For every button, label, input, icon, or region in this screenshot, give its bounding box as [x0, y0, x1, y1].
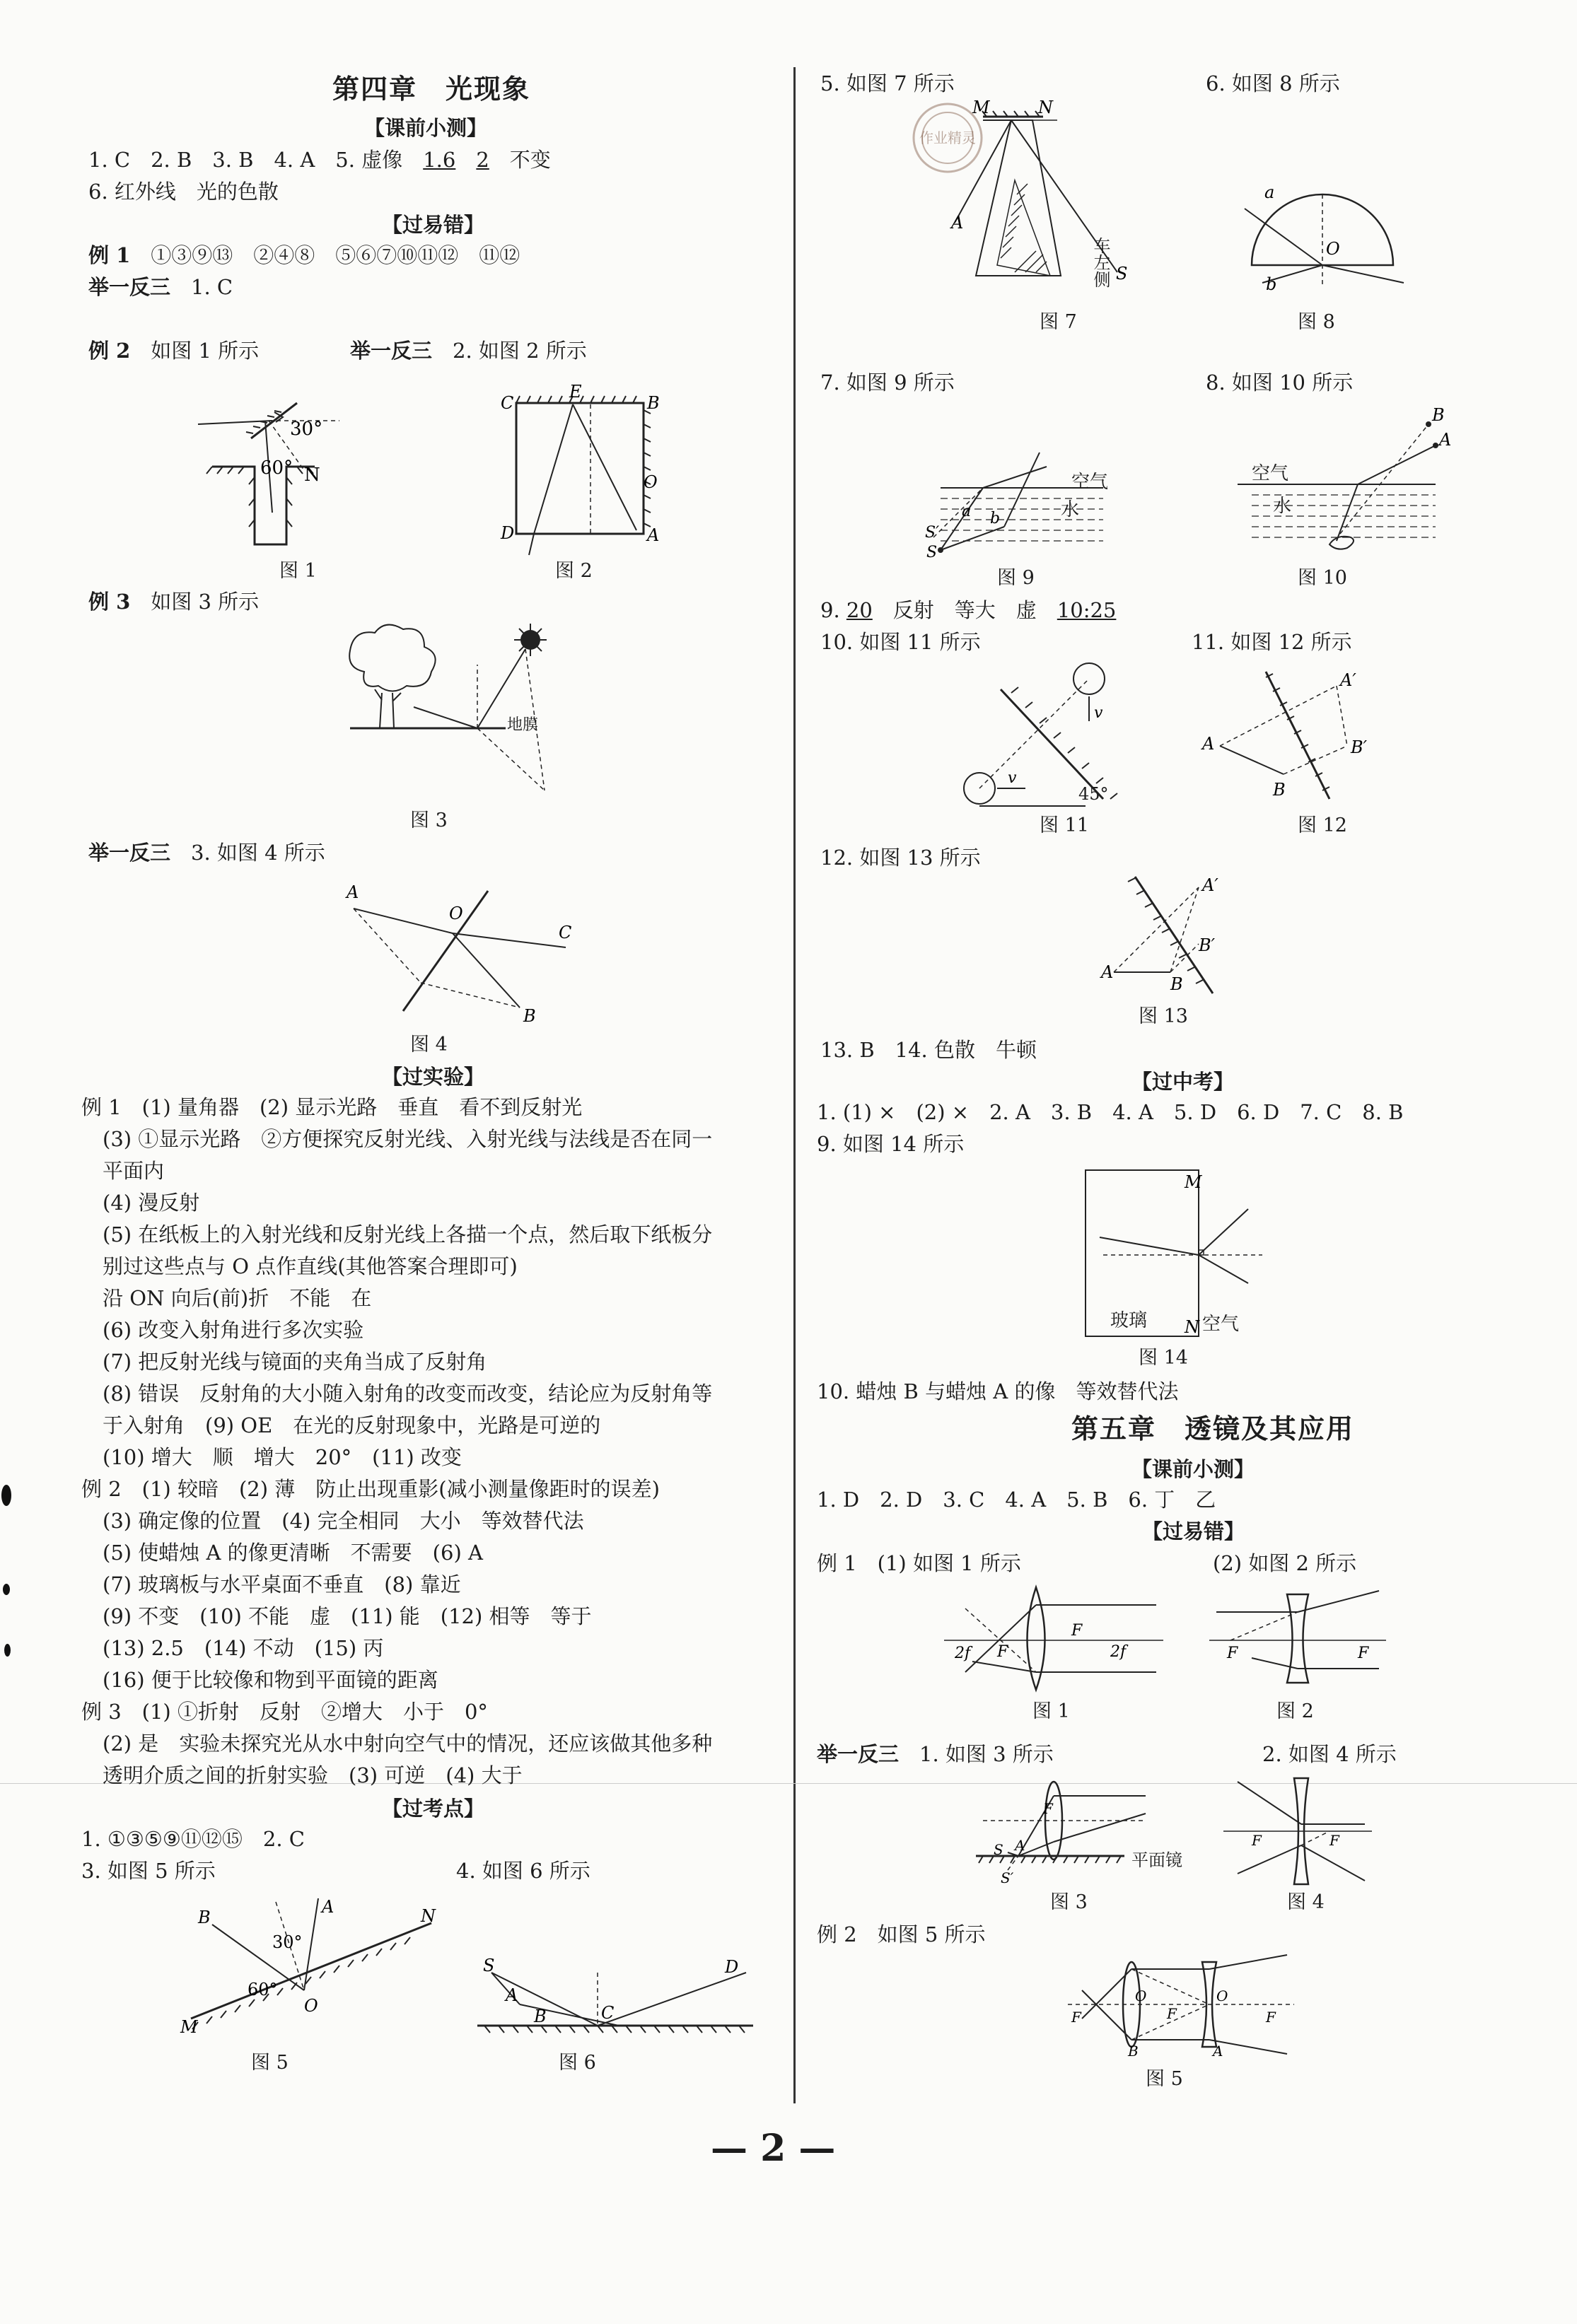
answer-line: 5. 如图 7 所示	[820, 71, 955, 95]
figure-label: 平面镜	[1131, 1850, 1182, 1870]
svg-text:O: O	[644, 472, 658, 492]
column-divider	[793, 67, 796, 2103]
figure-caption: 图 7	[1040, 311, 1077, 333]
svg-text:C: C	[501, 393, 514, 413]
svg-text:O: O	[304, 1996, 318, 2016]
figure-caption: 图 14	[1139, 1347, 1188, 1369]
answer-line: 例 1 (1) 量角器 (2) 显示光路 垂直 看不到反射光	[81, 1095, 583, 1119]
answer-line: (3) 确定像的位置 (4) 完全相同 大小 等效替代法	[103, 1509, 584, 1533]
answer-line: (16) 便于比较像和物到平面镜的距离	[103, 1668, 438, 1692]
svg-text:M: M	[972, 98, 990, 117]
answer-line: (2) 是 实验未探究光从水中射向空气中的情况，还应该做其他多种	[103, 1732, 713, 1756]
answer-line: (7) 把反射光线与镜面的夹角当成了反射角	[103, 1350, 487, 1374]
figure-label: 水	[1061, 499, 1080, 520]
svg-text:v: v	[1094, 704, 1103, 722]
answer-line: 举一反三 3. 如图 4 所示	[88, 841, 325, 865]
figure-caption: 图 5	[1146, 2068, 1183, 2090]
svg-text:F: F	[1043, 1800, 1053, 1817]
figure-caption: 图 1	[1032, 1700, 1070, 1722]
figure-5-1-convex-lens	[944, 1580, 1170, 1693]
svg-text:M: M	[180, 2017, 198, 2037]
svg-text:F: F	[1358, 1645, 1369, 1662]
svg-text:B: B	[1432, 405, 1445, 425]
answer-line: 沿 ON 向后(前)折 不能 在	[103, 1286, 372, 1310]
figure-caption: 图 3	[1050, 1891, 1088, 1913]
answer-line: 举一反三 1. C	[88, 275, 233, 299]
answer-line: (8) 错误 反射角的大小随入射角的改变而改变，结论应为反射角等	[103, 1382, 713, 1406]
answer-line: 6. 如图 8 所示	[1206, 71, 1340, 95]
figure-caption: 图 12	[1298, 814, 1347, 836]
section-heading: 【过实验】	[382, 1065, 485, 1089]
svg-text:E: E	[569, 382, 582, 402]
svg-text:B′: B′	[1351, 737, 1368, 757]
figure-5-reflection	[163, 1895, 446, 2036]
svg-text:B: B	[523, 1006, 536, 1026]
answer-line: 9. 如图 14 所示	[817, 1132, 965, 1156]
figure-4-reflection	[347, 880, 587, 1029]
figure-caption: 图 6	[559, 2052, 596, 2074]
svg-text:O: O	[1216, 1987, 1228, 2004]
answer-line: 1. D 2. D 3. C 4. A 5. B 6. 丁 乙	[817, 1488, 1216, 1512]
section-heading: 【过考点】	[382, 1797, 485, 1821]
figure-caption: 图 5	[251, 2052, 289, 2074]
svg-text:N: N	[304, 465, 320, 486]
figure-label: 玻璃	[1110, 1310, 1148, 1331]
answer-line: (5) 在纸板上的入射光线和反射光线上各描一个点，然后取下纸板分	[103, 1222, 713, 1246]
figure-label: 空气	[1202, 1314, 1240, 1335]
scan-blot	[1, 1485, 11, 1506]
answer-line: 1. C 2. B 3. B 4. A 5. 虚像 1.6 2 不变	[88, 148, 551, 172]
figure-caption: 图 9	[997, 567, 1035, 589]
svg-text:S: S	[994, 1841, 1003, 1858]
svg-text:b: b	[1266, 274, 1277, 294]
chapter-title: 第四章 光现象	[332, 74, 531, 105]
figure-label: 45°	[1078, 784, 1109, 804]
svg-text:F: F	[1167, 2005, 1177, 2022]
svg-text:B′: B′	[1199, 935, 1216, 955]
section-heading: 【过易错】	[382, 213, 485, 237]
answer-line: 举一反三 2. 如图 2 所示	[350, 339, 587, 363]
svg-text:30°: 30°	[272, 1932, 303, 1952]
figure-5-2-concave-lens	[1209, 1587, 1393, 1686]
svg-text:M: M	[1185, 1172, 1202, 1192]
answer-line: 例 1 ①③⑨⑬ ②④⑧ ⑤⑥⑦⑩⑪⑫ ⑪⑫	[88, 243, 520, 267]
svg-text:B: B	[1170, 974, 1183, 994]
figure-label: 车左侧	[1090, 237, 1110, 288]
svg-text:A: A	[347, 882, 359, 902]
answer-line: 例 3 (1) ①折射 反射 ②增大 小于 0°	[81, 1700, 488, 1724]
svg-text:B: B	[647, 393, 660, 413]
figure-1-reflection	[198, 399, 467, 555]
svg-text:S: S	[926, 544, 938, 561]
svg-text:D: D	[725, 1957, 739, 1977]
answer-line: 9. 20 反射 等大 虚 10:25	[820, 598, 1117, 622]
svg-text:A: A	[1015, 1837, 1025, 1854]
svg-text:b: b	[990, 510, 1001, 527]
svg-text:A: A	[322, 1897, 334, 1917]
svg-text:60°: 60°	[260, 457, 293, 479]
answer-line: 举一反三 1. 如图 3 所示	[817, 1742, 1054, 1766]
answer-line: 于入射角 (9) OE 在光的反射现象中，光路是可逆的	[103, 1413, 601, 1437]
svg-text:F: F	[1227, 1645, 1238, 1662]
scan-blot	[3, 1584, 10, 1595]
answer-line: 10. 如图 11 所示	[820, 630, 981, 654]
figure-caption: 图 13	[1139, 1005, 1188, 1027]
svg-text:A′: A′	[1202, 875, 1218, 895]
figure-label: 空气	[1252, 463, 1289, 484]
answer-line: (7) 玻璃板与水平桌面不垂直 (8) 靠近	[103, 1572, 461, 1596]
answer-line: 平面内	[103, 1159, 165, 1183]
figure-3-tree	[336, 622, 605, 806]
answer-line: (5) 使蜡烛 A 的像更清晰 不需要 (6) A	[103, 1541, 483, 1565]
svg-text:B: B	[198, 1908, 211, 1927]
svg-text:F: F	[1329, 1832, 1339, 1849]
svg-text:A: A	[1202, 734, 1215, 754]
figure-13-mirror	[1100, 873, 1241, 1000]
answer-line: (13) 2.5 (14) 不动 (15) 丙	[103, 1636, 384, 1660]
answer-line: 4. 如图 6 所示	[456, 1859, 590, 1883]
answer-line: 3. 如图 5 所示	[81, 1859, 216, 1883]
svg-text:a: a	[962, 503, 972, 520]
answer-line: 1. (1) × (2) × 2. A 3. B 4. A 5. D 6. D 7. C 8. B	[817, 1100, 1404, 1124]
answer-line: 例 2 如图 1 所示	[88, 339, 260, 363]
svg-text:C: C	[559, 923, 572, 942]
svg-text:F: F	[1252, 1832, 1262, 1849]
figure-8-semicircle	[1230, 180, 1414, 293]
figure-5-4-concave-lens	[1223, 1775, 1379, 1888]
answer-line: 1. ①③⑤⑨⑪⑫⑮ 2. C	[81, 1827, 305, 1851]
answer-line: 例 2 如图 5 所示	[817, 1922, 986, 1946]
svg-text:A: A	[506, 1985, 518, 2005]
answer-line: 例 1 (1) 如图 1 所示	[817, 1551, 1021, 1575]
section-heading: 【课前小测】	[364, 116, 488, 140]
svg-text:A: A	[1101, 962, 1114, 982]
figure-5-5-lens-pair	[1068, 1951, 1301, 2060]
figure-12-mirror	[1195, 668, 1379, 810]
figure-caption: 图 10	[1298, 567, 1347, 589]
answer-line: 13. B 14. 色散 牛顿	[820, 1038, 1037, 1062]
svg-text:N: N	[1185, 1317, 1199, 1337]
chapter-title: 第五章 透镜及其应用	[1071, 1413, 1355, 1444]
svg-text:a: a	[1264, 182, 1275, 202]
figure-label: 水	[1273, 496, 1292, 517]
svg-text:30°: 30°	[290, 419, 323, 440]
answer-line: (10) 增大 顺 增大 20° (11) 改变	[103, 1445, 462, 1469]
figure-caption: 图 2	[1276, 1700, 1314, 1722]
svg-text:S′: S′	[925, 524, 940, 542]
answer-line: 例 2 (1) 较暗 (2) 薄 防止出现重影(减小测量像距时的误差)	[81, 1477, 660, 1501]
svg-text:O: O	[1326, 239, 1340, 259]
figure-caption: 图 2	[555, 560, 593, 582]
svg-text:N: N	[421, 1906, 436, 1926]
svg-text:A: A	[1439, 430, 1452, 450]
section-heading: 【课前小测】	[1131, 1457, 1255, 1481]
answer-line: 6. 红外线 光的色散	[88, 180, 279, 204]
svg-text:S: S	[483, 1956, 495, 1975]
answer-line: 例 3 如图 3 所示	[88, 590, 260, 614]
figure-caption: 图 8	[1298, 311, 1335, 333]
figure-caption: 图 11	[1040, 814, 1089, 836]
answer-line: (3) ①显示光路 ②方便探究反射光线、入射光线与法线是否在同一	[103, 1127, 713, 1151]
answer-line: 7. 如图 9 所示	[820, 370, 955, 395]
figure-9-refraction	[919, 445, 1117, 559]
svg-text:v: v	[1008, 769, 1017, 787]
svg-text:A: A	[951, 213, 964, 233]
svg-text:60°: 60°	[248, 1980, 278, 1999]
answer-line: (9) 不变 (10) 不能 虚 (11) 能 (12) 相等 等于	[103, 1604, 592, 1628]
svg-text:F: F	[1266, 2009, 1276, 2026]
svg-text:S: S	[1116, 264, 1128, 284]
figure-caption: 图 4	[410, 1034, 448, 1056]
figure-label: 空气	[1071, 472, 1109, 493]
svg-text:C: C	[601, 2003, 615, 2023]
svg-text:A: A	[647, 525, 660, 545]
answer-line: 12. 如图 13 所示	[820, 846, 981, 870]
svg-text:B: B	[1273, 780, 1286, 800]
svg-text:A′: A′	[1340, 670, 1356, 690]
page-number: — 2 —	[711, 2127, 836, 2170]
svg-text:F: F	[1071, 2009, 1081, 2026]
svg-text:N: N	[1038, 98, 1053, 117]
answer-line: (4) 漫反射	[103, 1191, 200, 1215]
answer-line: 透明介质之间的折射实验 (3) 可逆 (4) 大于	[103, 1763, 523, 1787]
svg-text:B: B	[534, 2007, 547, 2026]
svg-text:O: O	[1135, 1987, 1147, 2004]
figure-6-reflection	[477, 1958, 760, 2043]
figure-2-mirror-box	[495, 382, 658, 559]
svg-text:F: F	[997, 1643, 1008, 1661]
svg-text:B: B	[1128, 2043, 1139, 2060]
svg-text:2f: 2f	[955, 1645, 971, 1662]
section-heading: 【过易错】	[1142, 1519, 1245, 1543]
figure-caption: 图 1	[279, 560, 317, 582]
answer-line: (6) 改变入射角进行多次实验	[103, 1318, 364, 1342]
svg-text:作业精灵: 作业精灵	[919, 129, 976, 146]
figure-caption: 图 4	[1287, 1891, 1325, 1913]
figure-caption: 图 3	[410, 810, 448, 831]
answer-line: 2. 如图 4 所示	[1262, 1742, 1397, 1766]
answer-line: (2) 如图 2 所示	[1213, 1551, 1357, 1575]
section-heading: 【过中考】	[1131, 1070, 1235, 1094]
answer-line: 别过这些点与 O 点作直线(其他答案合理即可)	[103, 1254, 518, 1278]
svg-text:S′: S′	[1001, 1869, 1014, 1886]
answer-line: 8. 如图 10 所示	[1206, 370, 1354, 395]
svg-text:O: O	[449, 904, 463, 923]
figure-14-glass	[1078, 1167, 1276, 1343]
answer-line: 10. 蜡烛 B 与蜡烛 A 的像 等效替代法	[817, 1379, 1179, 1403]
answer-line: 11. 如图 12 所示	[1192, 630, 1352, 654]
svg-text:D: D	[501, 523, 515, 543]
svg-text:A: A	[1213, 2043, 1223, 2060]
svg-text:2f: 2f	[1110, 1643, 1127, 1661]
svg-text:F: F	[1071, 1622, 1083, 1640]
scan-blot	[4, 1644, 11, 1657]
figure-label: 地膜	[507, 716, 539, 734]
